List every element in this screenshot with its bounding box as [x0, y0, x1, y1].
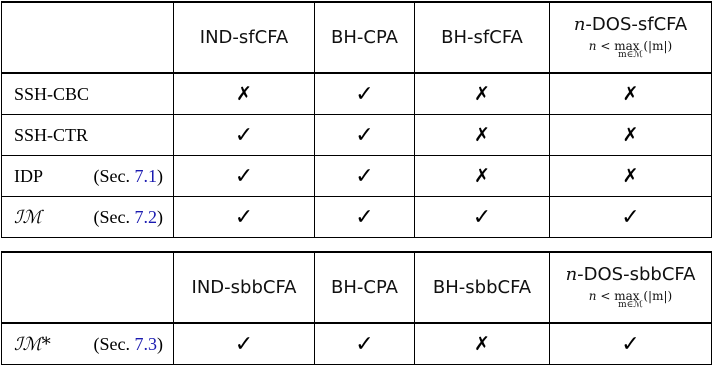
cross-mark: ✗: [415, 156, 550, 197]
check-mark: ✓: [550, 197, 712, 238]
cross-mark: ✗: [415, 73, 550, 115]
check-mark: ✓: [315, 115, 415, 156]
row-label: ℐℳ (Sec. 7.2): [2, 197, 174, 238]
header-n-dos-condition: n < max (|m|) m∈ℳ: [588, 289, 673, 311]
section-reference: (Sec. 7.2): [93, 206, 163, 227]
header-n-dos-sbbcfa: n-DOS-sbbCFA n < max (|m|) m∈ℳ: [550, 252, 712, 323]
check-mark: ✓: [315, 156, 415, 197]
check-mark: ✓: [550, 323, 712, 365]
table-row: [2, 73, 712, 115]
check-mark: ✓: [174, 323, 315, 365]
header-bh-sbbcfa: BH-sbbCFA: [415, 252, 550, 323]
section-reference: (Sec. 7.3): [93, 333, 163, 354]
header-row: [2, 252, 712, 323]
check-mark: ✓: [315, 73, 415, 115]
header-bh-cpa: BH-CPA: [315, 252, 415, 323]
check-mark: ✓: [415, 197, 550, 238]
cross-mark: ✗: [174, 73, 315, 115]
row-label: SSH-CBC: [2, 73, 174, 115]
section-link[interactable]: 7.2: [134, 206, 157, 227]
table-row: [2, 115, 712, 156]
corner-cell: [2, 252, 174, 323]
check-mark: ✓: [315, 197, 415, 238]
cross-mark: ✗: [550, 156, 712, 197]
row-label: SSH-CTR: [2, 115, 174, 156]
security-table-bbcfa: [1, 251, 712, 365]
cross-mark: ✗: [415, 323, 550, 365]
corner-cell: [2, 2, 174, 73]
check-mark: ✓: [174, 197, 315, 238]
header-n-dos-condition: n < max (|m|) m∈ℳ: [588, 39, 673, 61]
header-ind-sfcfa: IND-sfCFA: [174, 2, 315, 73]
table-row: [2, 323, 712, 365]
section-reference: (Sec. 7.1): [93, 165, 163, 186]
table-row: [2, 156, 712, 197]
header-n-dos-sfcfa: n-DOS-sfCFA n < max (|m|) m∈ℳ: [550, 2, 712, 73]
row-label: ℐℳ* (Sec. 7.3): [2, 323, 174, 365]
section-link[interactable]: 7.1: [134, 165, 157, 186]
cross-mark: ✗: [550, 115, 712, 156]
check-mark: ✓: [174, 115, 315, 156]
check-mark: ✓: [315, 323, 415, 365]
section-link[interactable]: 7.3: [134, 333, 157, 354]
security-table-cfa: [1, 1, 712, 238]
check-mark: ✓: [174, 156, 315, 197]
table-row: [2, 197, 712, 238]
header-ind-sbbcfa: IND-sbbCFA: [174, 252, 315, 323]
header-row: [2, 2, 712, 73]
header-bh-sfcfa: BH-sfCFA: [415, 2, 550, 73]
header-bh-cpa: BH-CPA: [315, 2, 415, 73]
row-label: IDP (Sec. 7.1): [2, 156, 174, 197]
cross-mark: ✗: [415, 115, 550, 156]
cross-mark: ✗: [550, 73, 712, 115]
